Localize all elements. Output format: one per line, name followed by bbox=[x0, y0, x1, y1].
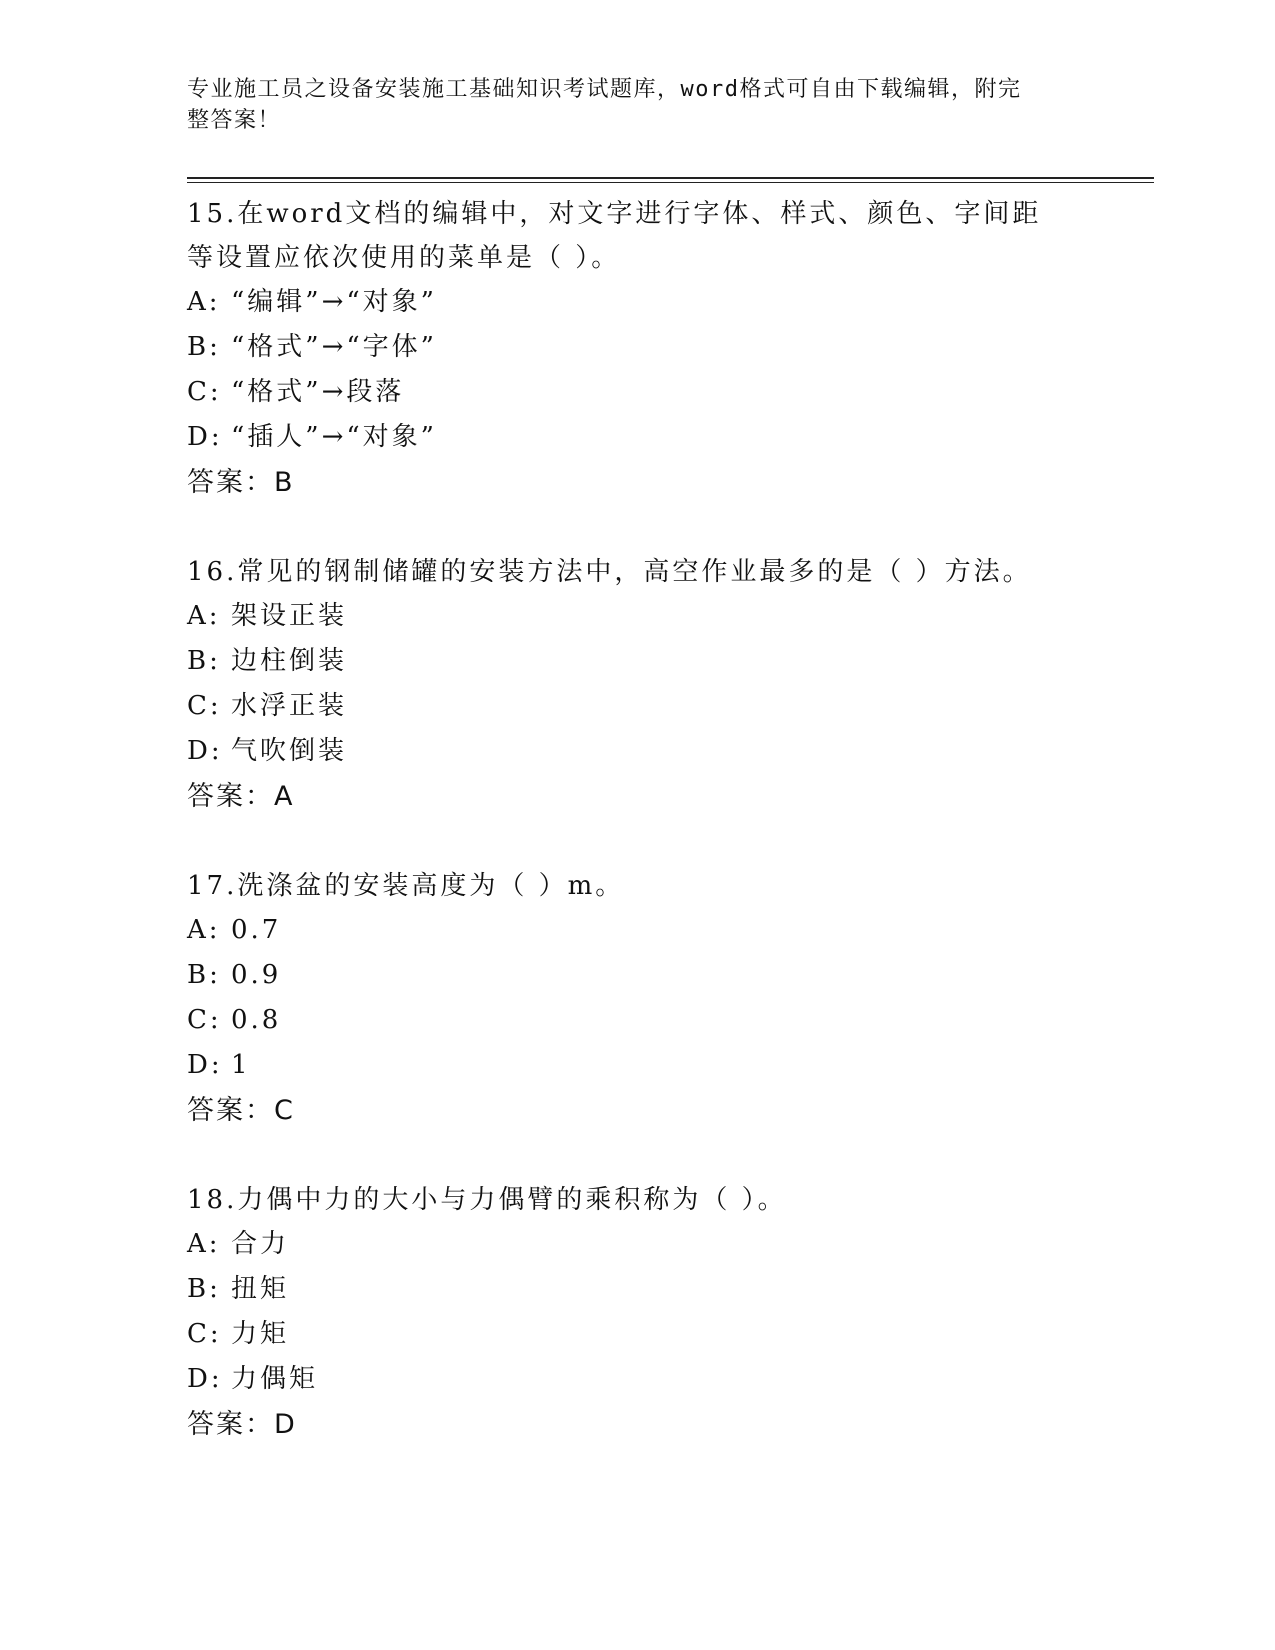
option-text: 架设正装 bbox=[231, 601, 348, 631]
option-text: 0.7 bbox=[231, 915, 282, 945]
option-letter: D: bbox=[187, 736, 223, 766]
option-letter: A: bbox=[187, 287, 221, 317]
answer-value: A bbox=[274, 781, 295, 812]
option-d bbox=[187, 1357, 1087, 1402]
header-divider-thick bbox=[187, 177, 1154, 179]
option-b bbox=[187, 639, 1087, 684]
option-letter: C: bbox=[187, 1319, 222, 1349]
option-text: 气吹倒装 bbox=[231, 736, 348, 766]
option-b bbox=[187, 953, 1087, 998]
option-text: 扭矩 bbox=[231, 1274, 290, 1304]
option-d bbox=[187, 1043, 1087, 1088]
option-c bbox=[187, 1312, 1087, 1357]
answer-value: B bbox=[274, 467, 295, 498]
question-stem: 16.常见的钢制储罐的安装方法中，高空作业最多的是（ ）方法。 bbox=[187, 557, 1032, 587]
option-text: 合力 bbox=[231, 1229, 290, 1259]
option-text: 1 bbox=[231, 1050, 251, 1080]
answer-line bbox=[187, 774, 1087, 820]
answer-prefix: 答案： bbox=[187, 781, 274, 812]
option-letter: C: bbox=[187, 377, 222, 407]
answer-prefix: 答案： bbox=[187, 1095, 274, 1126]
option-letter: A: bbox=[187, 1229, 221, 1259]
question-15 bbox=[187, 192, 1087, 506]
answer-value: D bbox=[274, 1409, 297, 1440]
option-a bbox=[187, 280, 1087, 325]
answer-line bbox=[187, 1402, 1087, 1448]
question-list bbox=[187, 192, 1087, 1492]
option-text: 0.8 bbox=[231, 1005, 282, 1035]
option-text: 力偶矩 bbox=[231, 1364, 319, 1394]
answer-prefix: 答案： bbox=[187, 467, 274, 498]
option-text: “格式”→段落 bbox=[231, 377, 405, 407]
option-letter: D: bbox=[187, 1364, 223, 1394]
option-text: 0.9 bbox=[231, 960, 282, 990]
option-a bbox=[187, 908, 1087, 953]
option-letter: B: bbox=[187, 960, 221, 990]
option-letter: A: bbox=[187, 601, 221, 631]
option-text: “编辑”→“对象” bbox=[231, 287, 437, 317]
option-a bbox=[187, 594, 1087, 639]
question-stem: 18.力偶中力的大小与力偶臂的乘积称为（ ）。 bbox=[187, 1185, 787, 1215]
question-17 bbox=[187, 864, 1087, 1134]
answer-line bbox=[187, 460, 1087, 506]
option-text: 水浮正装 bbox=[231, 691, 348, 721]
option-letter: C: bbox=[187, 1005, 222, 1035]
option-letter: D: bbox=[187, 1050, 223, 1080]
option-d bbox=[187, 729, 1087, 774]
header-line-2: 整答案！ bbox=[187, 108, 282, 133]
option-text: “格式”→“字体” bbox=[231, 332, 437, 362]
question-18 bbox=[187, 1178, 1087, 1448]
option-b bbox=[187, 1267, 1087, 1312]
header-divider-thin bbox=[187, 182, 1154, 183]
question-stem: 15.在word文档的编辑中，对文字进行字体、样式、颜色、字间距等设置应依次使用的菜单是（ ）。 bbox=[187, 199, 1042, 273]
question-16 bbox=[187, 550, 1087, 820]
option-b bbox=[187, 325, 1087, 370]
option-letter: B: bbox=[187, 646, 221, 676]
option-d bbox=[187, 415, 1087, 460]
option-letter: A: bbox=[187, 915, 221, 945]
option-c bbox=[187, 998, 1087, 1043]
option-text: 边柱倒装 bbox=[231, 646, 348, 676]
question-stem: 17.洗涤盆的安装高度为（ ）m。 bbox=[187, 871, 625, 901]
document-header bbox=[187, 74, 1067, 136]
option-a bbox=[187, 1222, 1087, 1267]
option-text: 力矩 bbox=[231, 1319, 290, 1349]
answer-line bbox=[187, 1088, 1087, 1134]
option-letter: D: bbox=[187, 422, 223, 452]
option-letter: B: bbox=[187, 1274, 221, 1304]
answer-prefix: 答案： bbox=[187, 1409, 274, 1440]
option-letter: C: bbox=[187, 691, 222, 721]
option-text: “插人”→“对象” bbox=[231, 422, 437, 452]
option-c bbox=[187, 370, 1087, 415]
option-letter: B: bbox=[187, 332, 221, 362]
option-c bbox=[187, 684, 1087, 729]
answer-value: C bbox=[274, 1095, 295, 1126]
header-line-1: 专业施工员之设备安装施工基础知识考试题库，word格式可自由下载编辑，附完 bbox=[187, 77, 1022, 102]
